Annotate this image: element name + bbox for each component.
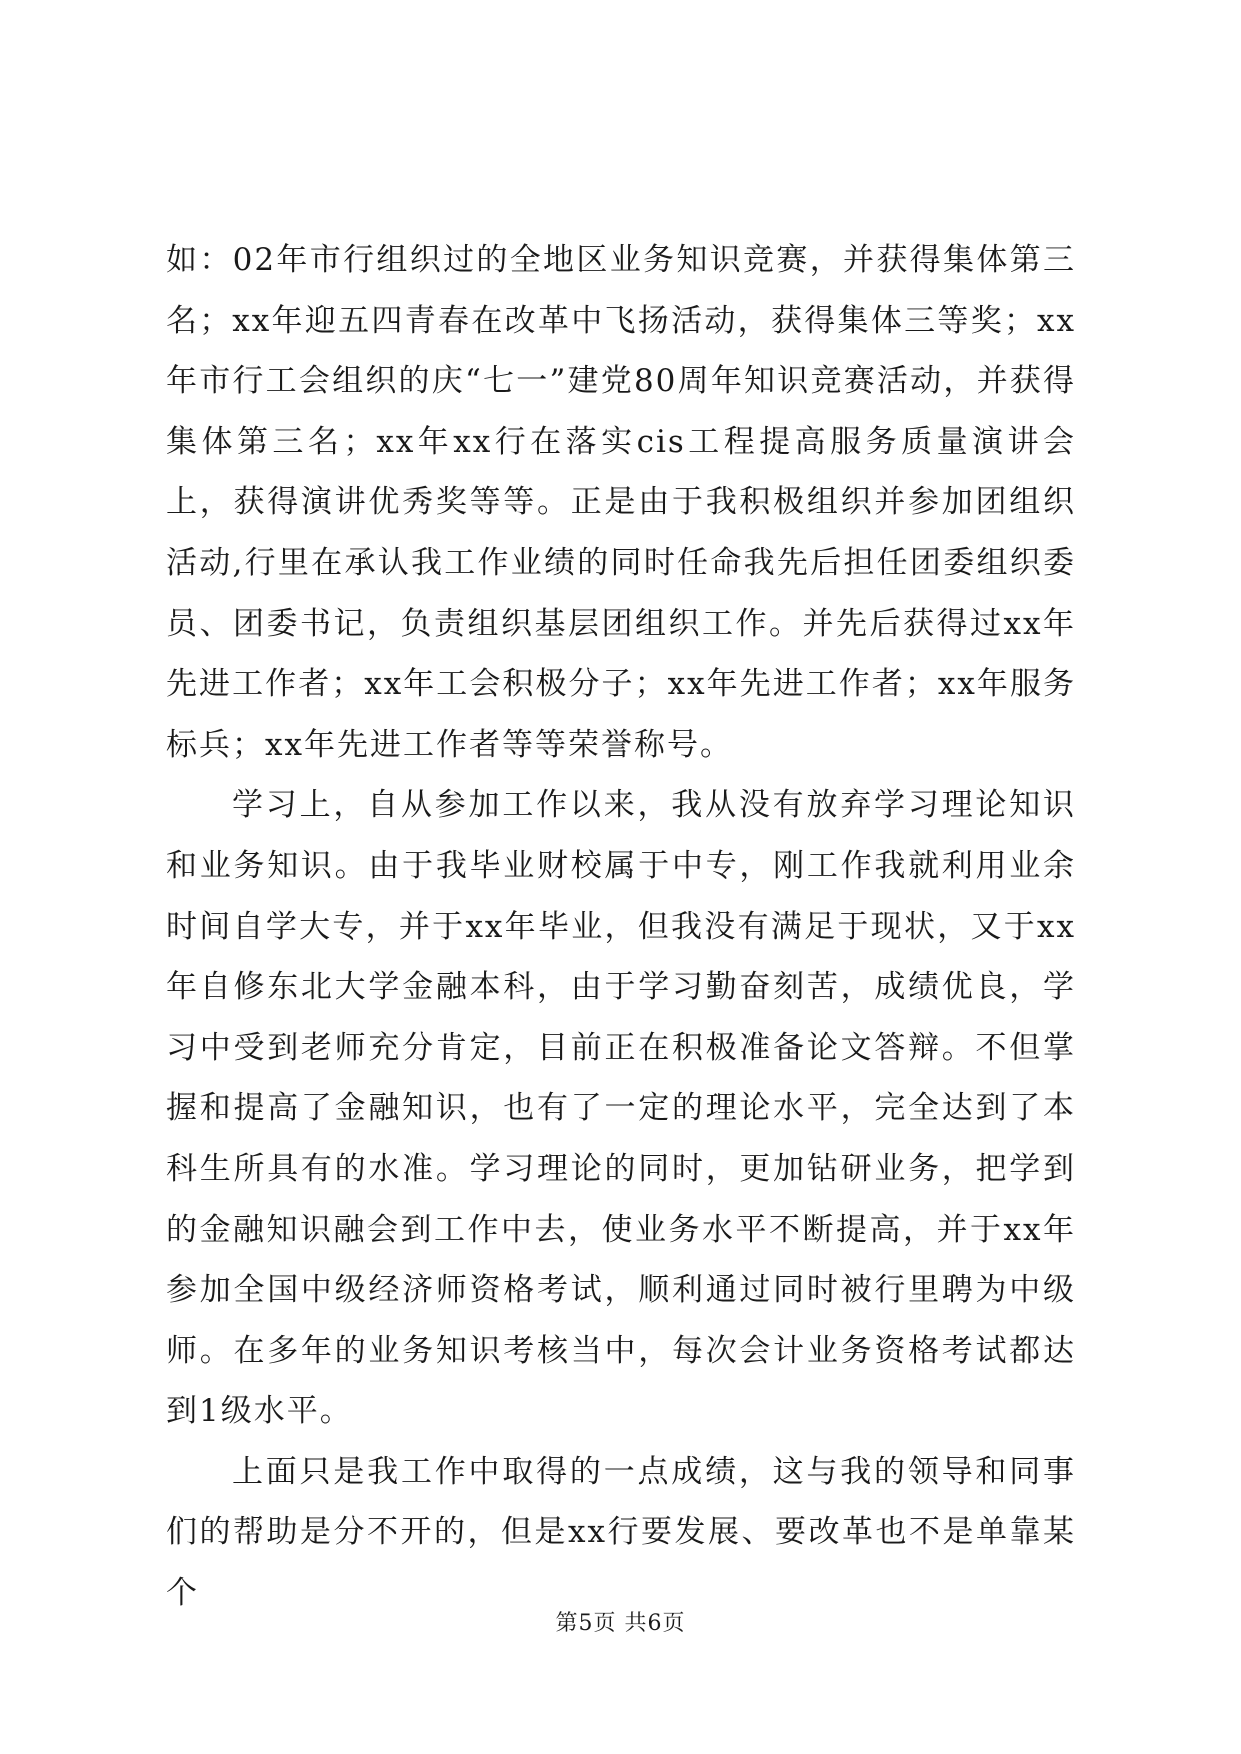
paragraph-continuation: 如：02年市行组织过的全地区业务知识竞赛，并获得集体第三名；xx年迎五四青春在改革中飞扬活动，获得集体三等奖；xx年市行工会组织的庆“七一”建党80周年知识竞赛活动，并获得集体第三名；xx年xx行在落实cis工程提高服务质量演讲会上，获得演讲优秀奖等等。正是由于我积极组织并参加团组织活动,行里在承认我工作业绩的同时任命我先后担任团委组织委员、团委书记，负责组织基层团组织工作。并先后获得过xx年先进工作者；xx年工会积极分子；xx年先进工作者；xx年服务标兵；xx年先进工作者等等荣誉称号。 bbox=[166, 242, 1076, 763]
paragraph-closing: 上面只是我工作中取得的一点成绩，这与我的领导和同事们的帮助是分不开的，但是xx行要发展、要改革也不是单靠某个 bbox=[166, 1453, 1076, 1612]
page-number-footer: 第5页 共6页 bbox=[555, 1611, 686, 1636]
document-body bbox=[166, 230, 1076, 1624]
paragraph-study: 学习上，自从参加工作以来，我从没有放弃学习理论知识和业务知识。由于我毕业财校属于中专，刚工作我就利用业余时间自学大专，并于xx年毕业，但我没有满足于现状，又于xx年自修东北大学金融本科，由于学习勤奋刻苦，成绩优良，学习中受到老师充分肯定，目前正在积极准备论文答辩。不但掌握和提高了金融知识，也有了一定的理论水平，完全达到了本科生所具有的水准。学习理论的同时，更加钻研业务，把学到的金融知识融会到工作中去，使业务水平不断提高，并于xx年参加全国中级经济师资格考试，顺利通过同时被行里聘为中级师。在多年的业务知识考核当中，每次会计业务资格考试都达到1级水平。 bbox=[166, 787, 1076, 1430]
